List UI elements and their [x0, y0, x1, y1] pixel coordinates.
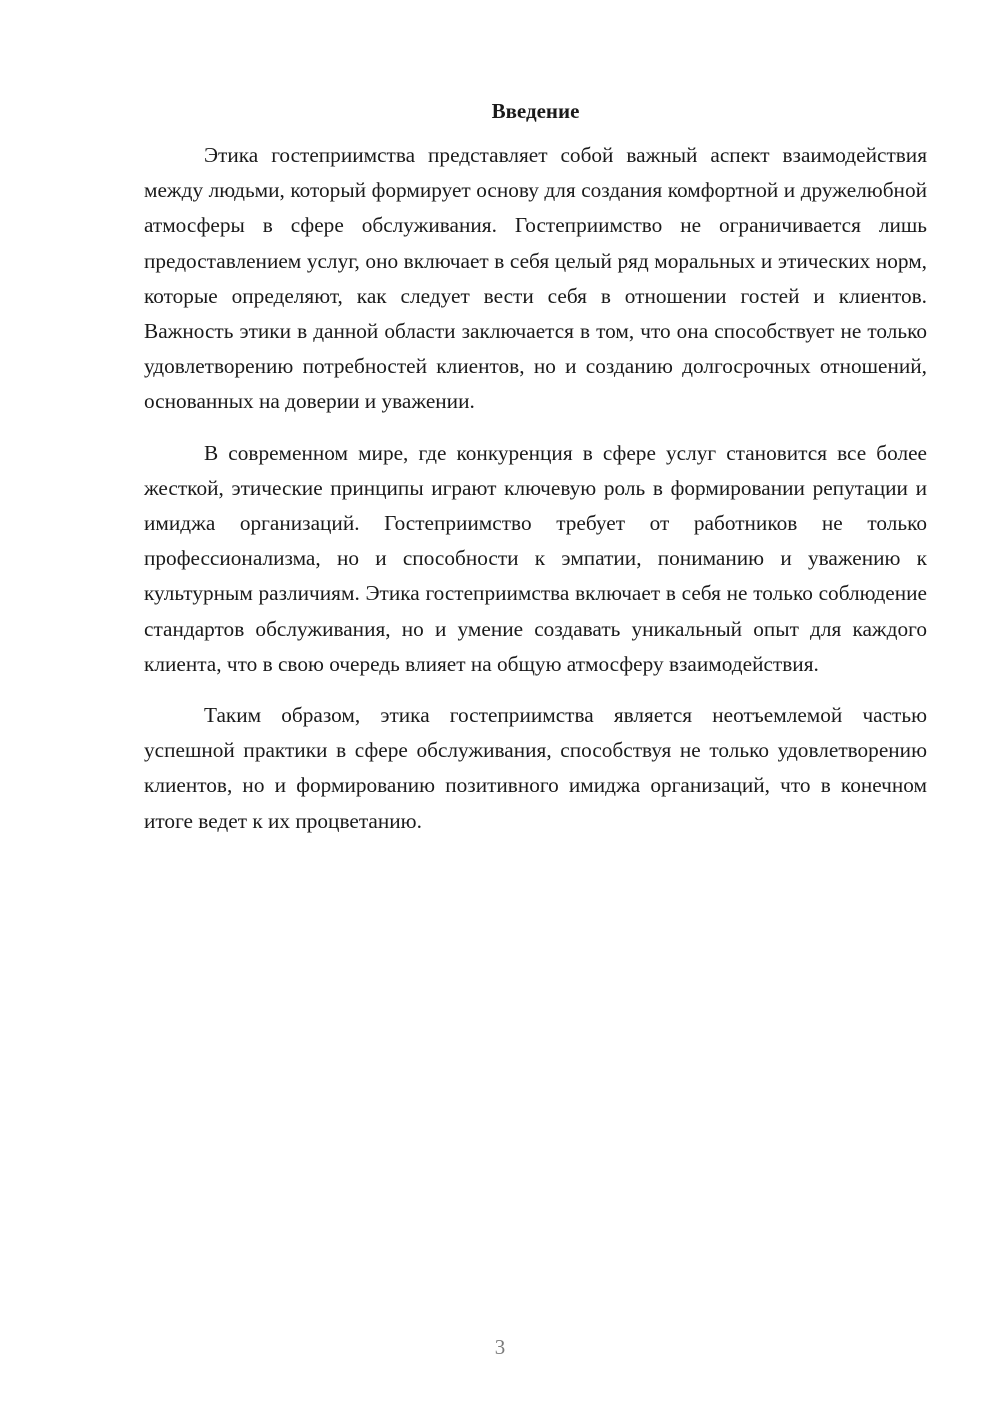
paragraph-2: В современном мире, где конкуренция в сфере услуг становится все более жесткой, этические принципы играют ключевую роль в формировании репутации и имиджа организаций. Гостеприимство требует от работников не только профессионализма, но и способности к эмпатии, пониманию и уважению к культурным различиям. Этика гостеприимства включает в себя не только соблюдение стандартов обслуживания, но и умение создавать уникальный опыт для каждого клиента, что в свою очередь влияет на общую атмосферу взаимодействия.	[144, 440, 927, 676]
page-content	[144, 96, 927, 855]
paragraph-1: Этика гостеприимства представляет собой важный аспект взаимодействия между людьми, который формирует основу для создания комфортной и дружелюбной атмосферы в сфере обслуживания. Гостеприимство не ограничивается лишь предоставлением услуг, оно включает в себя целый ряд моральных и этических норм, которые определяют, как следует вести себя в отношении гостей и клиентов. Важность этики в данной области заключается в том, что она способствует не только удовлетворению потребностей клиентов, но и созданию долгосрочных отношений, основанных на доверии и уважении.	[144, 143, 927, 414]
section-heading: Введение	[491, 99, 580, 123]
page-number: 3	[494, 1335, 506, 1359]
paragraph-3: Таким образом, этика гостеприимства является неотъемлемой частью успешной практики в сфере обслуживания, способствуя не только удовлетворению клиентов, но и формированию позитивного имиджа организаций, что в конечном итоге ведет к их процветанию.	[144, 703, 927, 833]
